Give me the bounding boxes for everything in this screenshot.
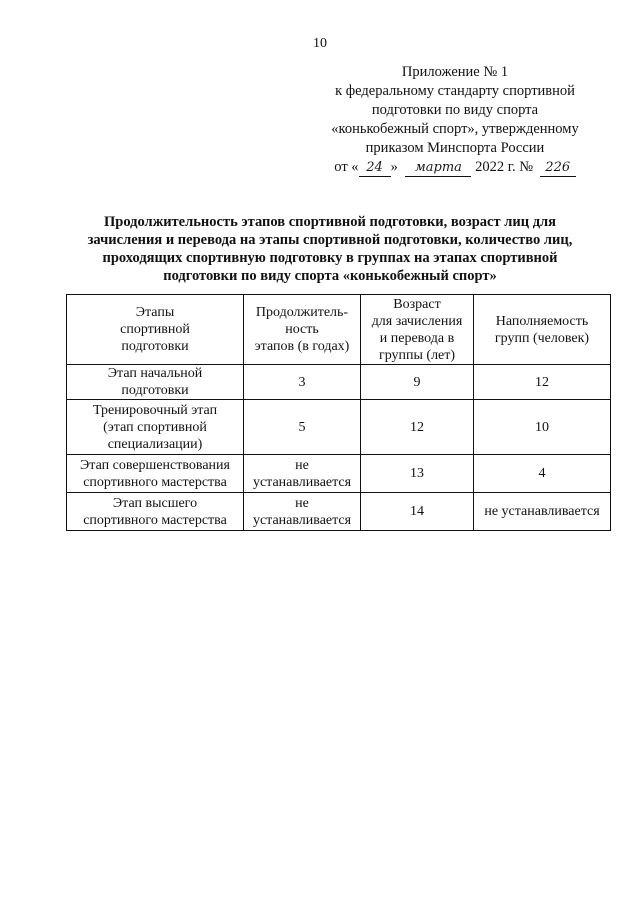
table-header-row [67,295,611,365]
duration-cell: не устанавливается [244,493,361,531]
table-row [67,400,611,455]
age-cell: 13 [361,455,474,493]
age-cell: 12 [361,400,474,455]
appendix-line: «конькобежный спорт», утвержденному [331,121,579,137]
order-date-line [300,158,610,177]
header-group-size: Наполняемость групп (человек) [474,295,611,365]
handwritten-day: 24 [359,160,391,177]
age-cell: 9 [361,365,474,400]
group-size-cell: 4 [474,455,611,493]
stage-cell: Этап начальной подготовки [67,365,244,400]
group-size-cell: 10 [474,400,611,455]
group-size-cell: не устанавливается [474,493,611,531]
header-stages: Этапы спортивной подготовки [67,295,244,365]
stage-cell: Этап совершенствования спортивного мастерства [67,455,244,493]
table-row [67,455,611,493]
handwritten-order-number: 226 [540,160,576,177]
year-text: 2022 г. № [475,159,534,175]
table-row [67,493,611,531]
document-title [60,213,600,285]
appendix-line: подготовки по виду спорта [371,102,539,118]
stage-cell: Тренировочный этап (этап спортивной специализации) [67,400,244,455]
stages-table [66,294,611,531]
table-row [67,365,611,400]
title-line: Продолжительность этапов спортивной подготовки, возраст лиц для [103,214,557,230]
appendix-line: Приложение № 1 [401,64,509,80]
appendix-line: приказом Минспорта России [365,140,545,156]
date-day-close: » [390,159,398,175]
appendix-header [300,63,610,177]
age-cell: 14 [361,493,474,531]
duration-cell: 5 [244,400,361,455]
page-number: 10 [313,36,327,51]
title-line: зачисления и перевода на этапы спортивной подготовки, количество лиц, [87,232,573,248]
header-duration: Продолжитель- ность этапов (в годах) [244,295,361,365]
appendix-line: к федеральному стандарту спортивной [335,83,575,99]
group-size-cell: 12 [474,365,611,400]
header-age: Возраст для зачисления и перевода в группы (лет) [361,295,474,365]
duration-cell: не устанавливается [244,455,361,493]
stage-cell: Этап высшего спортивного мастерства [67,493,244,531]
title-line: проходящих спортивную подготовку в группах на этапах спортивной [102,250,558,266]
duration-cell: 3 [244,365,361,400]
date-prefix: от « [334,159,359,175]
handwritten-month: марта [405,160,471,177]
title-line: подготовки по виду спорта «конькобежный спорт» [163,268,497,284]
